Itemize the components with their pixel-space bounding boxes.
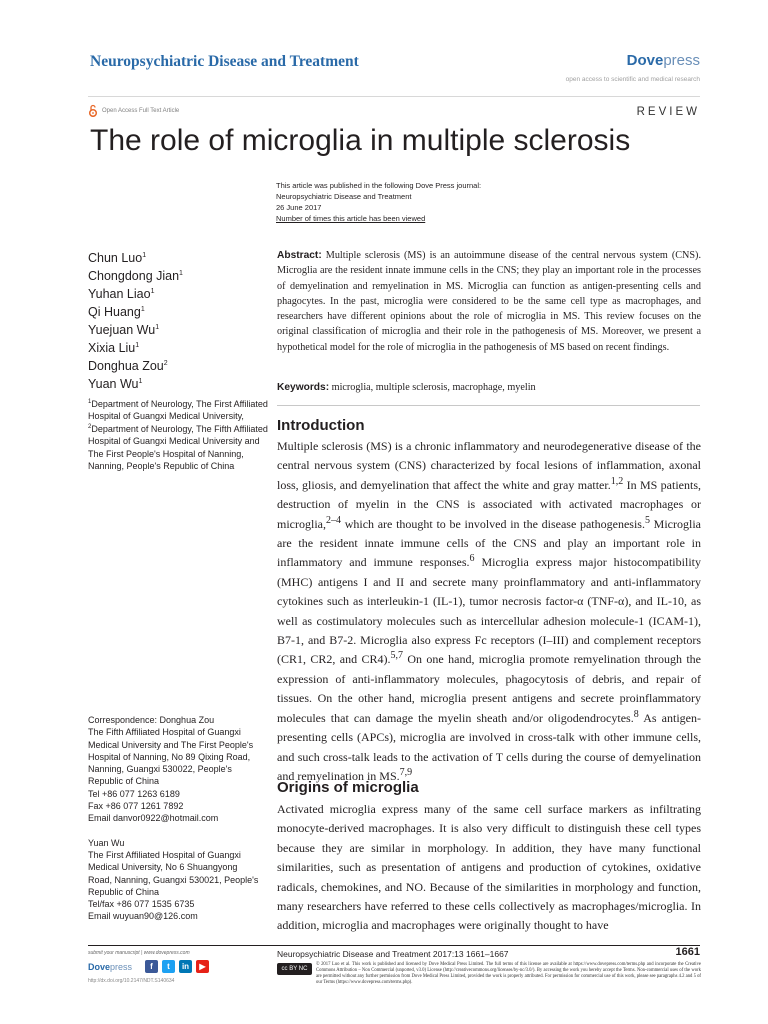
corr-line: Fax +86 077 1261 7892 [88, 801, 184, 812]
author[interactable]: Yuan Wu$^1$ [88, 377, 143, 391]
affiliations: $^1$Department of Neurology, The First Affiliated Hospital of Guangxi Medical University, $^2$Department of Neurology, The Fifth Affiliated Hospital of Guangxi Medical University and The First People's Hospital of Nanning, Nanning, People's Republic of China [88, 399, 268, 472]
author[interactable]: Chun Luo$^1$ [88, 251, 147, 265]
abstract-divider [277, 405, 700, 406]
keywords [277, 382, 536, 393]
abstract-text: Multiple sclerosis (MS) is an autoimmune disease of the central nervous system (CNS). Microglia are the resident innate immune cells in the CNS; they play an important role in the processes of demyelination and remyelination in MS. Microglia can function as antigen-presenting cells and phagocytes. In the past, microglia were considered to be the same cell type as macrophages, and researchers have different opinions about the role of microglia in MS. This review focuses on the original classification of microglia and their role in the pathogenesis of MS. Moreover, we present a hypothetical model for the role of microglia in the pathogenesis of MS based on recent findings. [277, 250, 701, 353]
linkedin-icon[interactable]: in [179, 960, 192, 973]
publisher-tagline: open access to scientific and medical research [565, 76, 700, 83]
ref-citation[interactable]: 8 [633, 708, 639, 720]
ref-citation[interactable]: 6 [469, 553, 475, 565]
abstract-label: Abstract: [277, 250, 322, 261]
publisher-logo[interactable] [627, 52, 700, 69]
footer-citation: Neuropsychiatric Disease and Treatment 2017:13 1661–1667 [277, 949, 509, 959]
pubinfo-date: 26 June 2017 [276, 203, 322, 212]
journal-title[interactable]: Neuropsychiatric Disease and Treatment [90, 53, 359, 70]
facebook-icon[interactable]: f [145, 960, 158, 973]
corr-line: Hospital of Nanning, No 89 Qixing Road, [88, 751, 251, 762]
corr-email[interactable]: Email wuyuan90@126.com [88, 911, 198, 922]
introduction-body: Multiple sclerosis (MS) is a chronic inflammatory and neurodegenerative disease of the central nervous system (CNS) characterized by focal lesions of inflammation, axonal loss, gliosis, and demyelination that affect the white and gray matter.$^{1,2}$ In MS patients, destruction of myelin in the CNS is associated with activated macrophages or microglia,$^{2-4}$ which are thought to be involved in the disease pathogenesis.$^5$ Microglia are the resident innate immune cells of the CNS and play an important role in inflammatory and immune responses.$^6$ Microglia express major histocompatibility (MHC) antigens I and II and secrete many proinflammatory and anti-inflammatory cytokines such as interleukin-1 (IL-1), tumor necrosis factor-α (TNF-α), and IL-10, as well as costimulatory molecules such as intercellular adhesion molecule-1 (ICAM-1), B7-1, and B7-2. Microglia also express Fc receptors (I–III) and complement receptors (CR1, CR2, and CR4).$^{5,7}$ On one hand, microglia promote remyelination through the expression of anti-inflammatory molecules, phagocytosis of debris, and repair of tissues. On the other hand, microglia present antigens and secrete proinflammatory molecules that can damage the myelin sheath and/or oligodendrocytes.$^8$ As antigen-presenting cells (APCs), microglia are involved in cross-talk with other immune cells, and such cross-talk leads to the activation of T cells during the course of demyelination and remyelination in MS.$^{7,9}$ [277, 439, 702, 783]
corr-line: Republic of China [88, 886, 160, 897]
corr-line: Nanning, Guangxi 530022, People's [88, 764, 232, 775]
corr-line: Tel/fax +86 077 1535 6735 [88, 899, 195, 910]
footer-divider [88, 945, 700, 946]
corr-line: Tel +86 077 1263 6189 [88, 788, 180, 799]
article-title: The role of microglia in multiple sclerosis [90, 124, 631, 157]
author[interactable]: Xixia Liu$^1$ [88, 341, 140, 355]
origins-body: Activated microglia express many of the same cell surface markers as infiltrating monocyte-derived macrophages. It is also very difficult to distinguish these cell types because they are similar in morphology. In addition, they have many functional similarities, such as presentation of antigens and production of cytokines, oxidative radicals, chemokines, and NO. Because of the similarities in morphology and function, many researchers have referred to these cells collectively as macrophages/microglia. In addition, microglia and macrophages were originally thought to have [277, 802, 701, 933]
keywords-label: Keywords: [277, 382, 330, 393]
creative-commons-badge[interactable]: cc BY NC [277, 963, 312, 975]
author[interactable]: Donghua Zou$^2$ [88, 359, 168, 373]
youtube-icon[interactable]: ▶ [196, 960, 209, 973]
social-links [145, 960, 209, 973]
open-access-label: Open Access Full Text Article [102, 107, 180, 114]
author-list [88, 249, 183, 393]
corr-line: Republic of China [88, 776, 160, 787]
publication-info [276, 180, 481, 224]
ref-citation[interactable]: 5 [644, 514, 650, 526]
license-text: © 2017 Luo et al. This work is published and licensed by Dove Medical Press Limited. The full terms of this license are available at https://www.dovepress.com/terms.php and incorporate the Creative Commons Attribution – Non Commercial (unported, v3.0) License (http://creativecommons.org/licenses/by-nc/3.0/). By accessing the work you hereby accept the Terms. Non-commercial uses of the work are permitted without any further permission from Dove Medical Press Limited, provided the work is properly attributed. For permission for commercial use of this work, please see paragraphs 4.2 and 5 of our Terms (https://www.dovepress.com/terms.php). [316, 962, 701, 985]
page-number: 1661 [675, 946, 700, 958]
author[interactable]: Chongdong Jian$^1$ [88, 269, 183, 283]
ref-citation[interactable]: 1,2 [610, 475, 624, 487]
open-access-lock-icon [88, 104, 98, 117]
section-heading-origins: Origins of microglia [277, 779, 419, 796]
submit-manuscript-link[interactable]: submit your manuscript | www.dovepress.com [88, 950, 190, 956]
corr-line: Road, Nanning, Guangxi 530021, People's [88, 874, 259, 885]
corr-line: Medical University, No 6 Shuangyong [88, 862, 238, 873]
corr-email[interactable]: Email danvor0922@hotmail.com [88, 813, 219, 824]
ref-citation[interactable]: 7,9 [399, 766, 413, 778]
corr-line: Medical University and The First People's [88, 739, 254, 750]
keywords-text: microglia, multiple sclerosis, macrophage, myelin [331, 382, 536, 393]
ref-citation[interactable]: 5,7 [390, 650, 403, 662]
author[interactable]: Yuhan Liao$^1$ [88, 287, 155, 301]
pubinfo-journal: Neuropsychiatric Disease and Treatment [276, 192, 412, 201]
footer-logo[interactable]: Dovepress [88, 962, 133, 972]
corr-line: The First Affiliated Hospital of Guangxi [88, 849, 241, 860]
publisher-light: press [663, 52, 700, 69]
header-divider [88, 96, 700, 97]
author[interactable]: Qi Huang$^1$ [88, 305, 145, 319]
corr-line: Correspondence: Donghua Zou [88, 715, 215, 725]
abstract [277, 248, 701, 355]
views-link[interactable]: Number of times this article has been viewed [276, 214, 426, 223]
corr-line: The Fifth Affiliated Hospital of Guangxi [88, 727, 241, 738]
twitter-icon[interactable]: t [162, 960, 175, 973]
pubinfo-line1: This article was published in the following Dove Press journal: [276, 181, 482, 190]
correspondence [88, 714, 268, 923]
author[interactable]: Yuejuan Wu$^1$ [88, 323, 160, 337]
ref-citation[interactable]: 2–4 [325, 514, 341, 526]
open-access-badge [88, 104, 179, 117]
doi-link[interactable]: http://dx.doi.org/10.2147/NDT.S140634 [88, 978, 175, 984]
article-type: REVIEW [636, 106, 700, 118]
publisher-bold: Dove [626, 52, 664, 69]
corr-line: Yuan Wu [88, 837, 125, 848]
section-heading-introduction: Introduction [277, 417, 365, 434]
